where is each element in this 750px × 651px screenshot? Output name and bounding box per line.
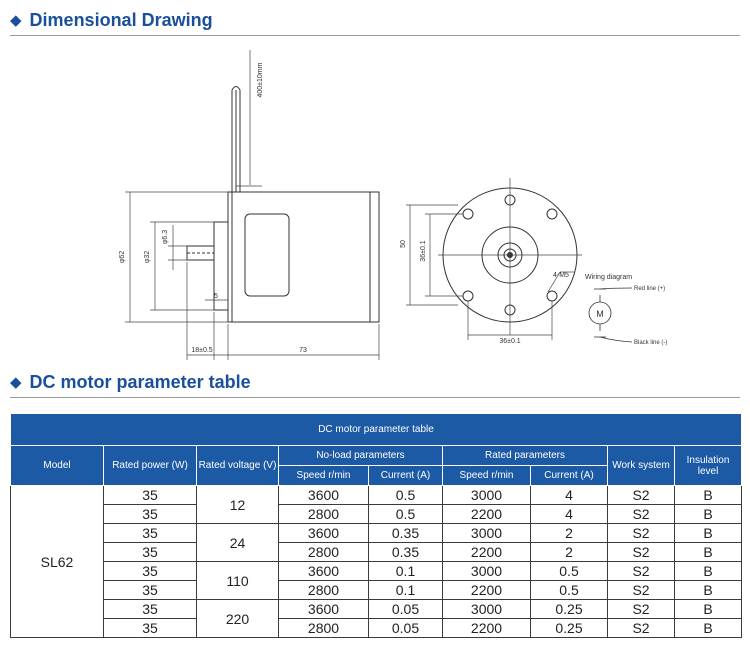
power-cell: 35 — [104, 562, 197, 581]
shaft-length-label: 18±0.5 — [191, 347, 213, 354]
parameter-table — [10, 413, 742, 638]
r-speed-cell: 2200 — [443, 505, 531, 524]
table-row — [11, 505, 742, 524]
nl-current-cell: 0.35 — [369, 524, 443, 543]
r-speed-cell: 3000 — [443, 486, 531, 505]
ins-cell: B — [675, 543, 742, 562]
power-cell: 35 — [104, 600, 197, 619]
nl-current-cell: 0.05 — [369, 600, 443, 619]
work-cell: S2 — [608, 600, 675, 619]
r-current-cell: 0.5 — [531, 562, 608, 581]
table-caption: DC motor parameter table — [11, 414, 742, 446]
r-current-cell: 4 — [531, 505, 608, 524]
r-speed-cell: 2200 — [443, 619, 531, 638]
work-cell: S2 — [608, 505, 675, 524]
lead-wires — [232, 87, 240, 193]
work-cell: S2 — [608, 486, 675, 505]
ins-cell: B — [675, 562, 742, 581]
r-current-cell: 4 — [531, 486, 608, 505]
header-rated-power: Rated power (W) — [104, 446, 197, 486]
voltage-cell: 12 — [197, 486, 279, 524]
header-rated-speed: Speed r/min — [443, 466, 531, 486]
header-no-load-speed: Speed r/min — [279, 466, 369, 486]
nl-speed-cell: 3600 — [279, 600, 369, 619]
work-cell: S2 — [608, 619, 675, 638]
nl-speed-cell: 2800 — [279, 543, 369, 562]
ins-cell: B — [675, 600, 742, 619]
work-cell: S2 — [608, 562, 675, 581]
motor-window — [245, 214, 289, 296]
r-current-cell: 0.5 — [531, 581, 608, 600]
work-cell: S2 — [608, 524, 675, 543]
dimensional-drawing — [0, 40, 750, 360]
step-dim-label: 5 — [214, 293, 218, 300]
diamond-bullet-icon: ◆ — [10, 11, 22, 29]
voltage-cell: 110 — [197, 562, 279, 600]
power-cell: 35 — [104, 543, 197, 562]
r-current-cell: 0.25 — [531, 600, 608, 619]
power-cell: 35 — [104, 486, 197, 505]
nl-current-cell: 0.05 — [369, 619, 443, 638]
ins-cell: B — [675, 505, 742, 524]
nl-speed-cell: 3600 — [279, 562, 369, 581]
r-speed-cell: 3000 — [443, 562, 531, 581]
r-current-cell: 2 — [531, 524, 608, 543]
title-divider — [10, 35, 740, 36]
power-cell: 35 — [104, 524, 197, 543]
table-row — [11, 543, 742, 562]
nl-current-cell: 0.5 — [369, 505, 443, 524]
table-row — [11, 581, 742, 600]
diamond-bullet-icon: ◆ — [10, 373, 22, 391]
table-section-heading: DC motor parameter table — [29, 371, 251, 392]
r-current-cell: 0.25 — [531, 619, 608, 638]
ins-cell: B — [675, 619, 742, 638]
table-section-title — [10, 370, 251, 394]
header-rated-voltage: Rated voltage (V) — [197, 446, 279, 486]
work-cell: S2 — [608, 581, 675, 600]
boss-diameter-label: φ32 — [144, 250, 151, 264]
body-length-label: 73 — [299, 347, 307, 354]
nl-speed-cell: 3600 — [279, 486, 369, 505]
r-speed-cell: 3000 — [443, 600, 531, 619]
table-row — [11, 562, 742, 581]
power-cell: 35 — [104, 505, 197, 524]
ins-cell: B — [675, 486, 742, 505]
header-no-load: No-load parameters — [279, 446, 443, 466]
power-cell: 35 — [104, 581, 197, 600]
table-row — [11, 486, 742, 505]
model-cell: SL62 — [11, 486, 104, 638]
hole-vertical-label: 36±0.1 — [420, 240, 427, 262]
header-rated-params: Rated parameters — [443, 446, 608, 466]
motor-symbol-label: M — [596, 309, 604, 319]
body-diameter-label: φ62 — [119, 250, 126, 264]
motor-body — [228, 192, 379, 322]
voltage-cell: 24 — [197, 524, 279, 562]
nl-current-cell: 0.1 — [369, 562, 443, 581]
nl-current-cell: 0.1 — [369, 581, 443, 600]
nl-speed-cell: 2800 — [279, 505, 369, 524]
r-speed-cell: 3000 — [443, 524, 531, 543]
nl-speed-cell: 2800 — [279, 619, 369, 638]
nl-speed-cell: 2800 — [279, 581, 369, 600]
hole-thread-label: 4-M5 — [553, 272, 569, 279]
nl-current-cell: 0.35 — [369, 543, 443, 562]
header-rated-current: Current (A) — [531, 466, 608, 486]
ins-cell: B — [675, 524, 742, 543]
r-speed-cell: 2200 — [443, 543, 531, 562]
power-cell: 35 — [104, 619, 197, 638]
header-no-load-current: Current (A) — [369, 466, 443, 486]
drawing-title: Dimensional Drawing — [29, 9, 213, 30]
wiring-title: Wiring diagram — [585, 274, 633, 281]
voltage-cell: 220 — [197, 600, 279, 638]
black-line-label: Black line (-) — [634, 340, 668, 346]
drawing-section-title — [10, 8, 213, 32]
work-cell: S2 — [608, 543, 675, 562]
lead-length-label: 400±10mm — [257, 62, 264, 98]
table-row — [11, 524, 742, 543]
table-row — [11, 619, 742, 638]
nl-speed-cell: 3600 — [279, 524, 369, 543]
table-row — [11, 600, 742, 619]
height-dim-label: 50 — [400, 240, 407, 248]
hole-horizontal-label: 36±0.1 — [499, 338, 521, 345]
r-current-cell: 2 — [531, 543, 608, 562]
r-speed-cell: 2200 — [443, 581, 531, 600]
header-insulation: Insulation level — [675, 446, 742, 486]
red-line-label: Red line (+) — [634, 286, 666, 292]
nl-current-cell: 0.5 — [369, 486, 443, 505]
ins-cell: B — [675, 581, 742, 600]
shaft-diameter-label: φ6.3 — [162, 229, 169, 245]
table-title-divider — [10, 397, 740, 398]
header-work-system: Work system — [608, 446, 675, 486]
header-model: Model — [11, 446, 104, 486]
